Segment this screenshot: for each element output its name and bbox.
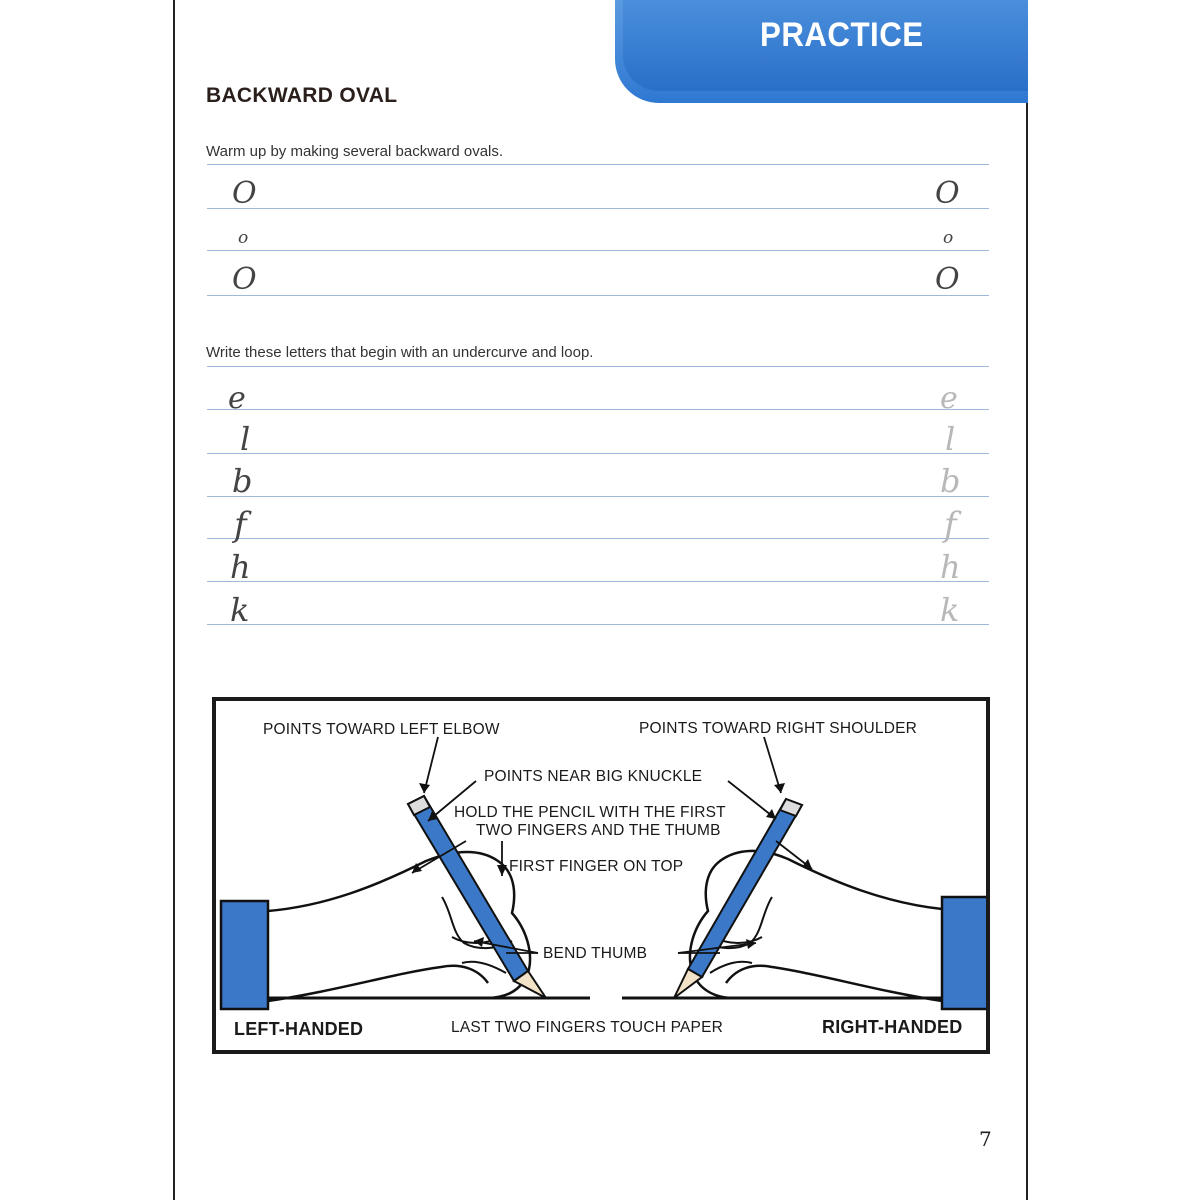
letter-model-right: e [940, 381, 958, 416]
oval-model-right: O [935, 262, 960, 297]
writing-line [207, 538, 989, 539]
label-left-elbow: POINTS TOWARD LEFT ELBOW [263, 721, 500, 738]
instruction-ovals: Warm up by making several backward ovals. [206, 143, 504, 160]
writing-line [207, 366, 989, 367]
letter-model-right: l [945, 420, 956, 458]
instruction-letters: Write these letters that begin with an undercurve and loop. [206, 344, 594, 361]
letter-model-left: l [240, 420, 251, 458]
oval-model-left: o [238, 228, 249, 248]
label-hold-pencil-line2: TWO FINGERS AND THE THUMB [476, 822, 721, 839]
writing-line [207, 208, 989, 209]
oval-model-left: O [232, 262, 257, 297]
writing-line [207, 409, 989, 410]
writing-line [207, 250, 989, 251]
label-last-two-fingers: LAST TWO FINGERS TOUCH PAPER [451, 1019, 724, 1036]
letter-model-right: f [944, 505, 957, 545]
letter-model-left: b [232, 462, 253, 500]
letter-model-left: h [230, 548, 251, 586]
letter-model-left: k [230, 591, 250, 629]
letter-model-right: b [940, 462, 961, 500]
label-left-handed: LEFT-HANDED [234, 1019, 364, 1039]
writing-line [207, 453, 989, 454]
writing-line [207, 581, 989, 582]
tab-title: PRACTICE [760, 16, 924, 54]
label-bend-thumb: BEND THUMB [543, 945, 648, 962]
section-title: BACKWARD OVAL [206, 84, 398, 107]
writing-line [207, 295, 989, 296]
label-big-knuckle: POINTS NEAR BIG KNUCKLE [484, 768, 703, 785]
letter-model-right: k [940, 591, 960, 629]
oval-model-left: O [232, 176, 257, 211]
pencil-grip-diagram [212, 697, 990, 1054]
label-hold-pencil-line1: HOLD THE PENCIL WITH THE FIRST [454, 804, 726, 821]
letter-model-right: h [940, 548, 961, 586]
writing-line [207, 164, 989, 165]
oval-model-right: o [943, 228, 954, 248]
label-first-finger: FIRST FINGER ON TOP [509, 858, 684, 875]
label-right-handed: RIGHT-HANDED [822, 1017, 963, 1037]
writing-line [207, 496, 989, 497]
right-cuff [942, 897, 986, 1009]
page-number: 7 [979, 1127, 992, 1151]
label-right-shoulder: POINTS TOWARD RIGHT SHOULDER [639, 720, 918, 737]
left-cuff [221, 901, 268, 1009]
oval-model-right: O [935, 176, 960, 211]
letter-model-left: f [234, 505, 247, 545]
writing-line [207, 624, 989, 625]
letter-model-left: e [228, 381, 246, 416]
